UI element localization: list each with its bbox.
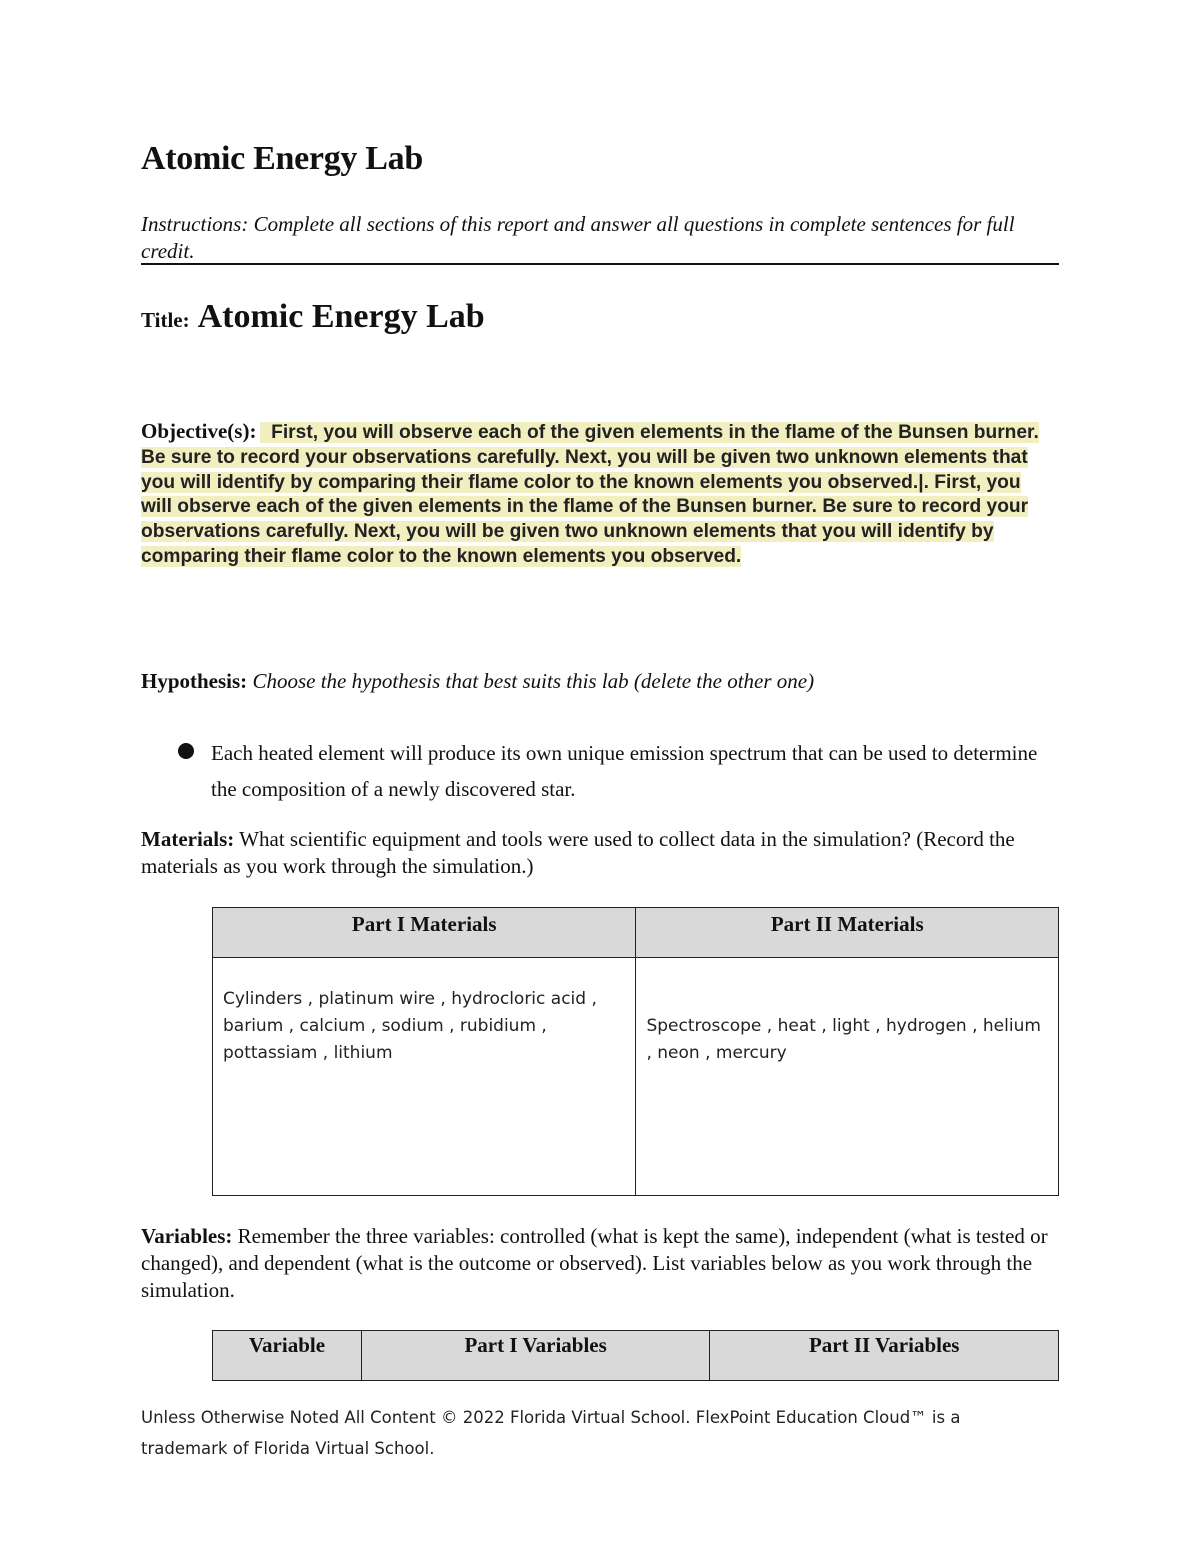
document-heading: Atomic Energy Lab	[141, 140, 423, 177]
title-row	[141, 298, 485, 336]
part2-materials-header: Part II Materials	[636, 908, 1059, 958]
part2-variables-header: Part II Variables	[710, 1331, 1059, 1381]
title-label: Title:	[141, 308, 190, 332]
part2-materials-cell[interactable]	[636, 958, 1059, 1196]
bullet-icon	[178, 743, 194, 759]
table-header-row	[213, 1331, 1059, 1381]
variables-section	[141, 1223, 1061, 1304]
materials-prompt: What scientific equipment and tools were used to collect data in the simulation? (Record the materials as you work through the simulation.)	[141, 827, 1015, 878]
part1-materials-text: Cylinders , platinum wire , hydrocloric acid , barium , calcium , sodium , rubidium , pottassiam , lithium	[223, 989, 597, 1063]
variables-label: Variables:	[141, 1224, 233, 1248]
hypothesis-section	[141, 669, 814, 694]
variables-table	[212, 1330, 1059, 1381]
copyright-footer: Unless Otherwise Noted All Content © 2022 Florida Virtual School. FlexPoint Education Cloud™ is a trademark of Florida Virtual School.	[141, 1408, 961, 1458]
title-value: Atomic Energy Lab	[197, 298, 485, 335]
objective-label: Objective(s):	[141, 419, 257, 443]
variables-prompt: Remember the three variables: controlled (what is kept the same), independent (what is tested or changed), and dependent (what is the outcome or observed). List variables below as you work through the simulation.	[141, 1224, 1048, 1302]
part1-variables-header: Part I Variables	[361, 1331, 710, 1381]
materials-section	[141, 826, 1061, 880]
table-row	[213, 958, 1059, 1196]
header-divider	[141, 263, 1059, 265]
hypothesis-label: Hypothesis:	[141, 669, 248, 693]
part2-materials-text: Spectroscope , heat , light , hydrogen , helium , neon , mercury	[646, 1016, 1041, 1063]
variable-header: Variable	[213, 1331, 362, 1381]
hypothesis-prompt: Choose the hypothesis that best suits this lab (delete the other one)	[252, 669, 815, 693]
part1-materials-header: Part I Materials	[213, 908, 636, 958]
objective-section	[141, 420, 1051, 570]
materials-table	[212, 907, 1059, 1196]
hypothesis-item[interactable]: Each heated element will produce its own unique emission spectrum that can be used to determine the composition of a newly discovered star.	[211, 741, 1038, 801]
part1-materials-cell[interactable]	[213, 958, 636, 1196]
materials-label: Materials:	[141, 827, 235, 851]
objective-text[interactable]	[141, 422, 1039, 567]
instructions-text: Instructions: Complete all sections of this report and answer all questions in complete sentences for full credit.	[141, 212, 1015, 263]
table-header-row	[213, 908, 1059, 958]
objective-highlighted-text: First, you will observe each of the given elements in the flame of the Bunsen burner. Be sure to record your observations carefully. Next, you will be given two unknown elements that you will identify by comparing their flame color to the known elements you observed.|. First, you will observe each of the given elements in the flame of the Bunsen burner. Be sure to record your observations carefully. Next, you will be given two unknown elements that you will identify by comparing their flame color to the known elements you observed.	[141, 422, 1039, 567]
